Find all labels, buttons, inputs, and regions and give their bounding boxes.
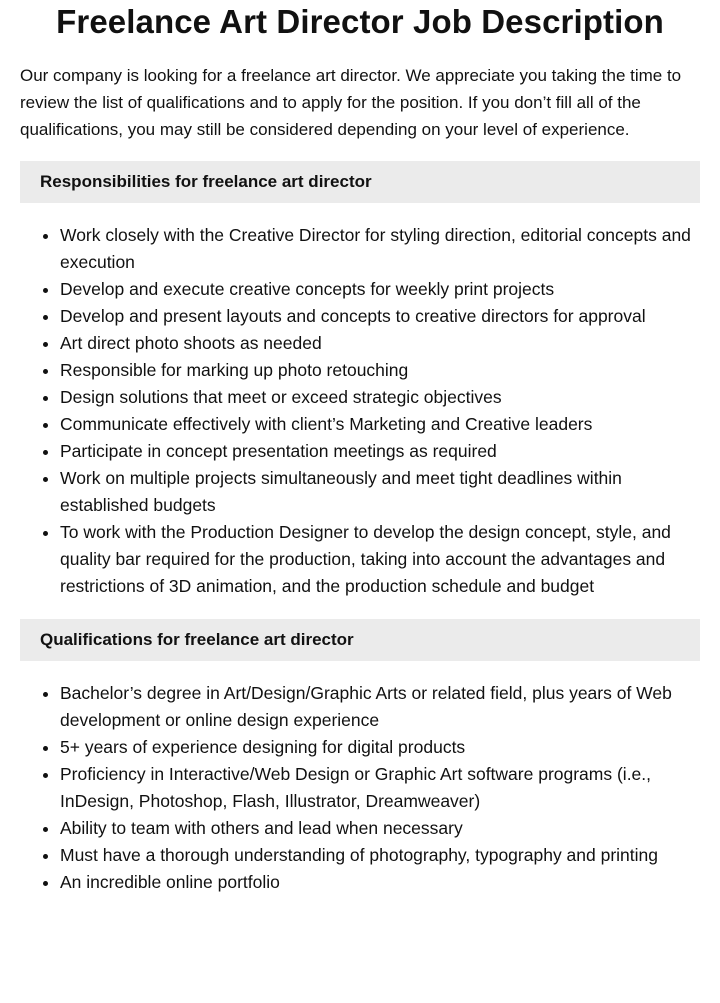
qualifications-heading: Qualifications for freelance art director: [20, 619, 700, 661]
list-item: • Develop and present layouts and concepts to creative directors for approval: [60, 303, 700, 330]
list-item: • Responsible for marking up photo retouching: [60, 357, 700, 384]
page-title: Freelance Art Director Job Description: [56, 3, 664, 40]
list-item: • Bachelor’s degree in Art/Design/Graphic Arts or related field, plus years of Web development or online design experience: [60, 680, 700, 734]
list-item: • 5+ years of experience designing for digital products: [60, 734, 700, 761]
list-item: • Develop and execute creative concepts for weekly print projects: [60, 276, 700, 303]
list-item: • Design solutions that meet or exceed strategic objectives: [60, 384, 700, 411]
list-item: • To work with the Production Designer to develop the design concept, style, and quality bar required for the production, taking into account the advantages and restrictions of 3D animation, and the production schedule and budget: [60, 519, 700, 600]
intro-paragraph: Our company is looking for a freelance art director. We appreciate you taking the time to review the list of qualifications and to apply for the position. If you don’t fill all of the qualifications, you may still be considered depending on your level of experience.: [20, 66, 682, 139]
list-item: • An incredible online portfolio: [60, 869, 700, 896]
list-item: • Proficiency in Interactive/Web Design or Graphic Art software programs (i.e., InDesign, Photoshop, Flash, Illustrator, Dreamweaver): [60, 761, 700, 815]
list-item: • Ability to team with others and lead when necessary: [60, 815, 700, 842]
responsibilities-list: [20, 222, 700, 600]
list-item: • Work on multiple projects simultaneously and meet tight deadlines within established budgets: [60, 465, 700, 519]
responsibilities-heading: Responsibilities for freelance art director: [20, 161, 700, 203]
list-item: • Art direct photo shoots as needed: [60, 330, 700, 357]
list-item: • Communicate effectively with client’s Marketing and Creative leaders: [60, 411, 700, 438]
list-item: • Work closely with the Creative Director for styling direction, editorial concepts and execution: [60, 222, 700, 276]
list-item: • Participate in concept presentation meetings as required: [60, 438, 700, 465]
qualifications-list: [20, 680, 700, 896]
list-item: • Must have a thorough understanding of photography, typography and printing: [60, 842, 700, 869]
